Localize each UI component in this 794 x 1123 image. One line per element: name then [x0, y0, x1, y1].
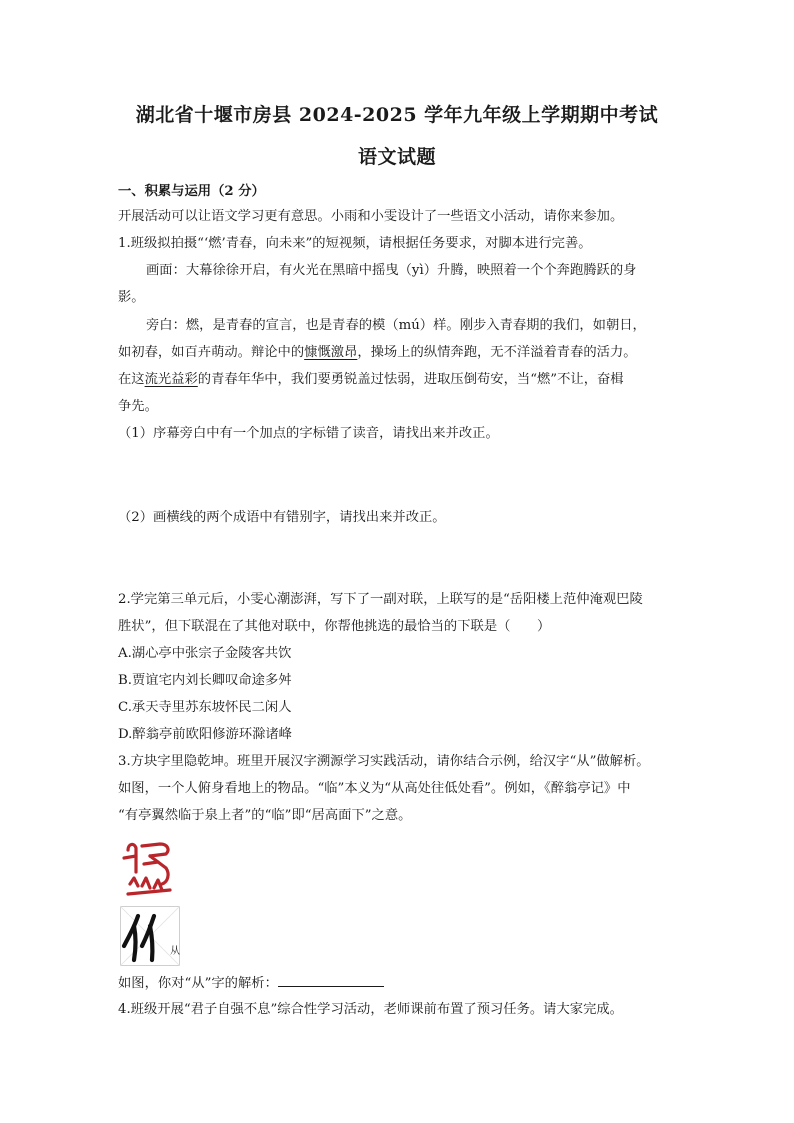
- option-b: B.贾谊宅内刘长卿叹命途多舛: [118, 673, 292, 688]
- section-heading: 一、积累与运用（2 分）: [118, 184, 265, 199]
- question-3-line-3: “有亭翼然临于泉上者”的“临”即“居高面下”之意。: [118, 808, 412, 823]
- underlined-idiom-1: 慷慨激昂: [304, 345, 358, 360]
- scene-text-1: 画面：大幕徐徐开启，有火光在黑暗中摇曳（yì）升腾，映照着一个个奔跑腾跃的身: [146, 263, 637, 278]
- voice-text: 的青春年华中，我们要勇锐盖过怯弱，进取压倒苟安，当“燃”不让，奋楫: [197, 372, 624, 387]
- voice-line-4: 争先。: [118, 399, 158, 414]
- intro-text: 开展活动可以让语文学习更有意思。小雨和小雯设计了一些语文小活动，请你来参加。: [118, 209, 624, 224]
- answer-blank[interactable]: [278, 974, 384, 987]
- question-2-line-1: 2.学完第三单元后，小雯心潮澎湃，写下了一副对联，上联写的是“岳阳楼上范仲淹观巴陵: [118, 592, 643, 607]
- scene-line-1: [146, 262, 636, 280]
- answer-prompt: 如图，你对“从”字的解析：: [118, 976, 278, 991]
- question-4: 4.班级开展“君子自强不息”综合性学习活动，老师课前布置了预习任务。请大家完成。: [118, 1002, 623, 1017]
- glyph-label: 从: [170, 946, 180, 957]
- option-c: C.承天寺里苏东坡怀民二闲人: [118, 700, 292, 715]
- question-3-line-2: 如图，一个人俯身看地上的物品。“临”本义为“从高处往低处看”。例如，《醉翁亭记》中: [118, 781, 631, 796]
- page-title: 湖北省十堰市房县 2024-2025 学年九年级上学期期中考试: [135, 104, 659, 126]
- question-2-line-2: 胜状”，但下联混在了其他对联中，你帮他挑选的最恰当的下联是（ ）: [118, 619, 551, 634]
- scene-line-2: 影。: [118, 290, 145, 305]
- answer-line: [118, 974, 384, 993]
- question-1-2: （2）画横线的两个成语中有错别字，请找出来并改正。: [118, 510, 446, 525]
- voice-text: 如初春，如百卉萌动。辩论中的: [118, 345, 305, 360]
- question-1-1: （1）序幕旁白中有一个加点的字标错了读音，请找出来并改正。: [118, 426, 499, 441]
- page-subtitle: 语文试题: [357, 146, 436, 168]
- voice-line-3: [118, 371, 624, 389]
- voice-text: ，操场上的纵情奔跑，无不洋溢着青春的活力。: [357, 345, 637, 360]
- voice-line-2: [118, 344, 637, 362]
- option-d: D.醉翁亭前欧阳修游环滁诸峰: [118, 727, 292, 742]
- underlined-idiom-2: 流光益彩: [144, 372, 198, 387]
- seal-script-lin-image: [120, 838, 182, 900]
- voice-text: 在这: [118, 372, 145, 387]
- option-a: A.湖心亭中张宗子金陵客共饮: [118, 646, 292, 661]
- question-1: 1.班级拟拍摄“‘燃’青春，向未来”的短视频，请根据任务要求，对脚本进行完善。: [118, 236, 592, 251]
- voice-line-1: 旁白：燃，是青春的宣言，也是青春的模（mú）样。刚步入青春期的我们，如朝日，: [146, 318, 646, 333]
- question-3-line-1: 3.方块字里隐乾坤。班里开展汉字溯源学习实践活动，请你结合示例，给汉字“从”做解析。: [118, 754, 650, 769]
